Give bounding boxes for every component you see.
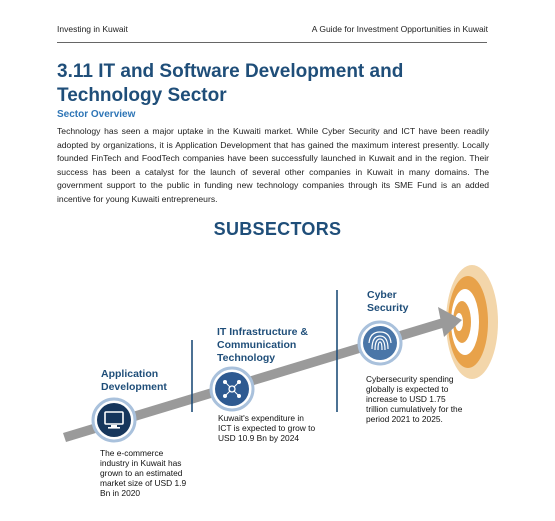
step-text-it-infrastructure: Kuwait's expenditure in ICT is expected to grow to USD 10.9 Bn by 2024: [218, 413, 316, 443]
step-label-it-infrastructure: IT Infrastructure & Communication Technology: [217, 326, 309, 364]
step-label-application-development: Application Development: [101, 368, 167, 393]
section-title: 3.11 IT and Software Development and Technology Sector: [57, 61, 404, 106]
subsectors-heading: SUBSECTORS: [213, 219, 342, 239]
step-text-application-development: The e-commerce industry in Kuwait has grown to an estimated market size of USD 1.9 Bn in 2020: [100, 448, 187, 498]
header-right: A Guide for Investment Opportunities in Kuwait: [311, 24, 488, 34]
header-left: Investing in Kuwait: [57, 24, 128, 34]
step-text-cyber-security: Cybersecurity spending globally is expected to increase to USD 1.75 trillion cumulatively for the period 2021 to 2025.: [366, 374, 463, 424]
section-body: Technology has seen a major uptake in the Kuwaiti market. While Cyber Security and ICT have been readily adopted by organizations, it is Application Development that has gained the maximum interest presently. Locally founded FinTech and FoodTech companies have been successfully launched in Kuwait and in the region. Their success has been a catalyst for the launch of several other companies in Kuwait in many domains. The government support to the public in funding new technology companies through its SME Fund is an added incentive for young Kuwaiti entrepreneurs.: [57, 126, 489, 204]
section-subtitle: Sector Overview: [57, 109, 136, 120]
monitor-icon: [93, 399, 135, 441]
fingerprint-icon: [359, 322, 401, 364]
network-icon: [211, 368, 253, 410]
step-label-cyber-security: Cyber Security: [367, 289, 409, 314]
